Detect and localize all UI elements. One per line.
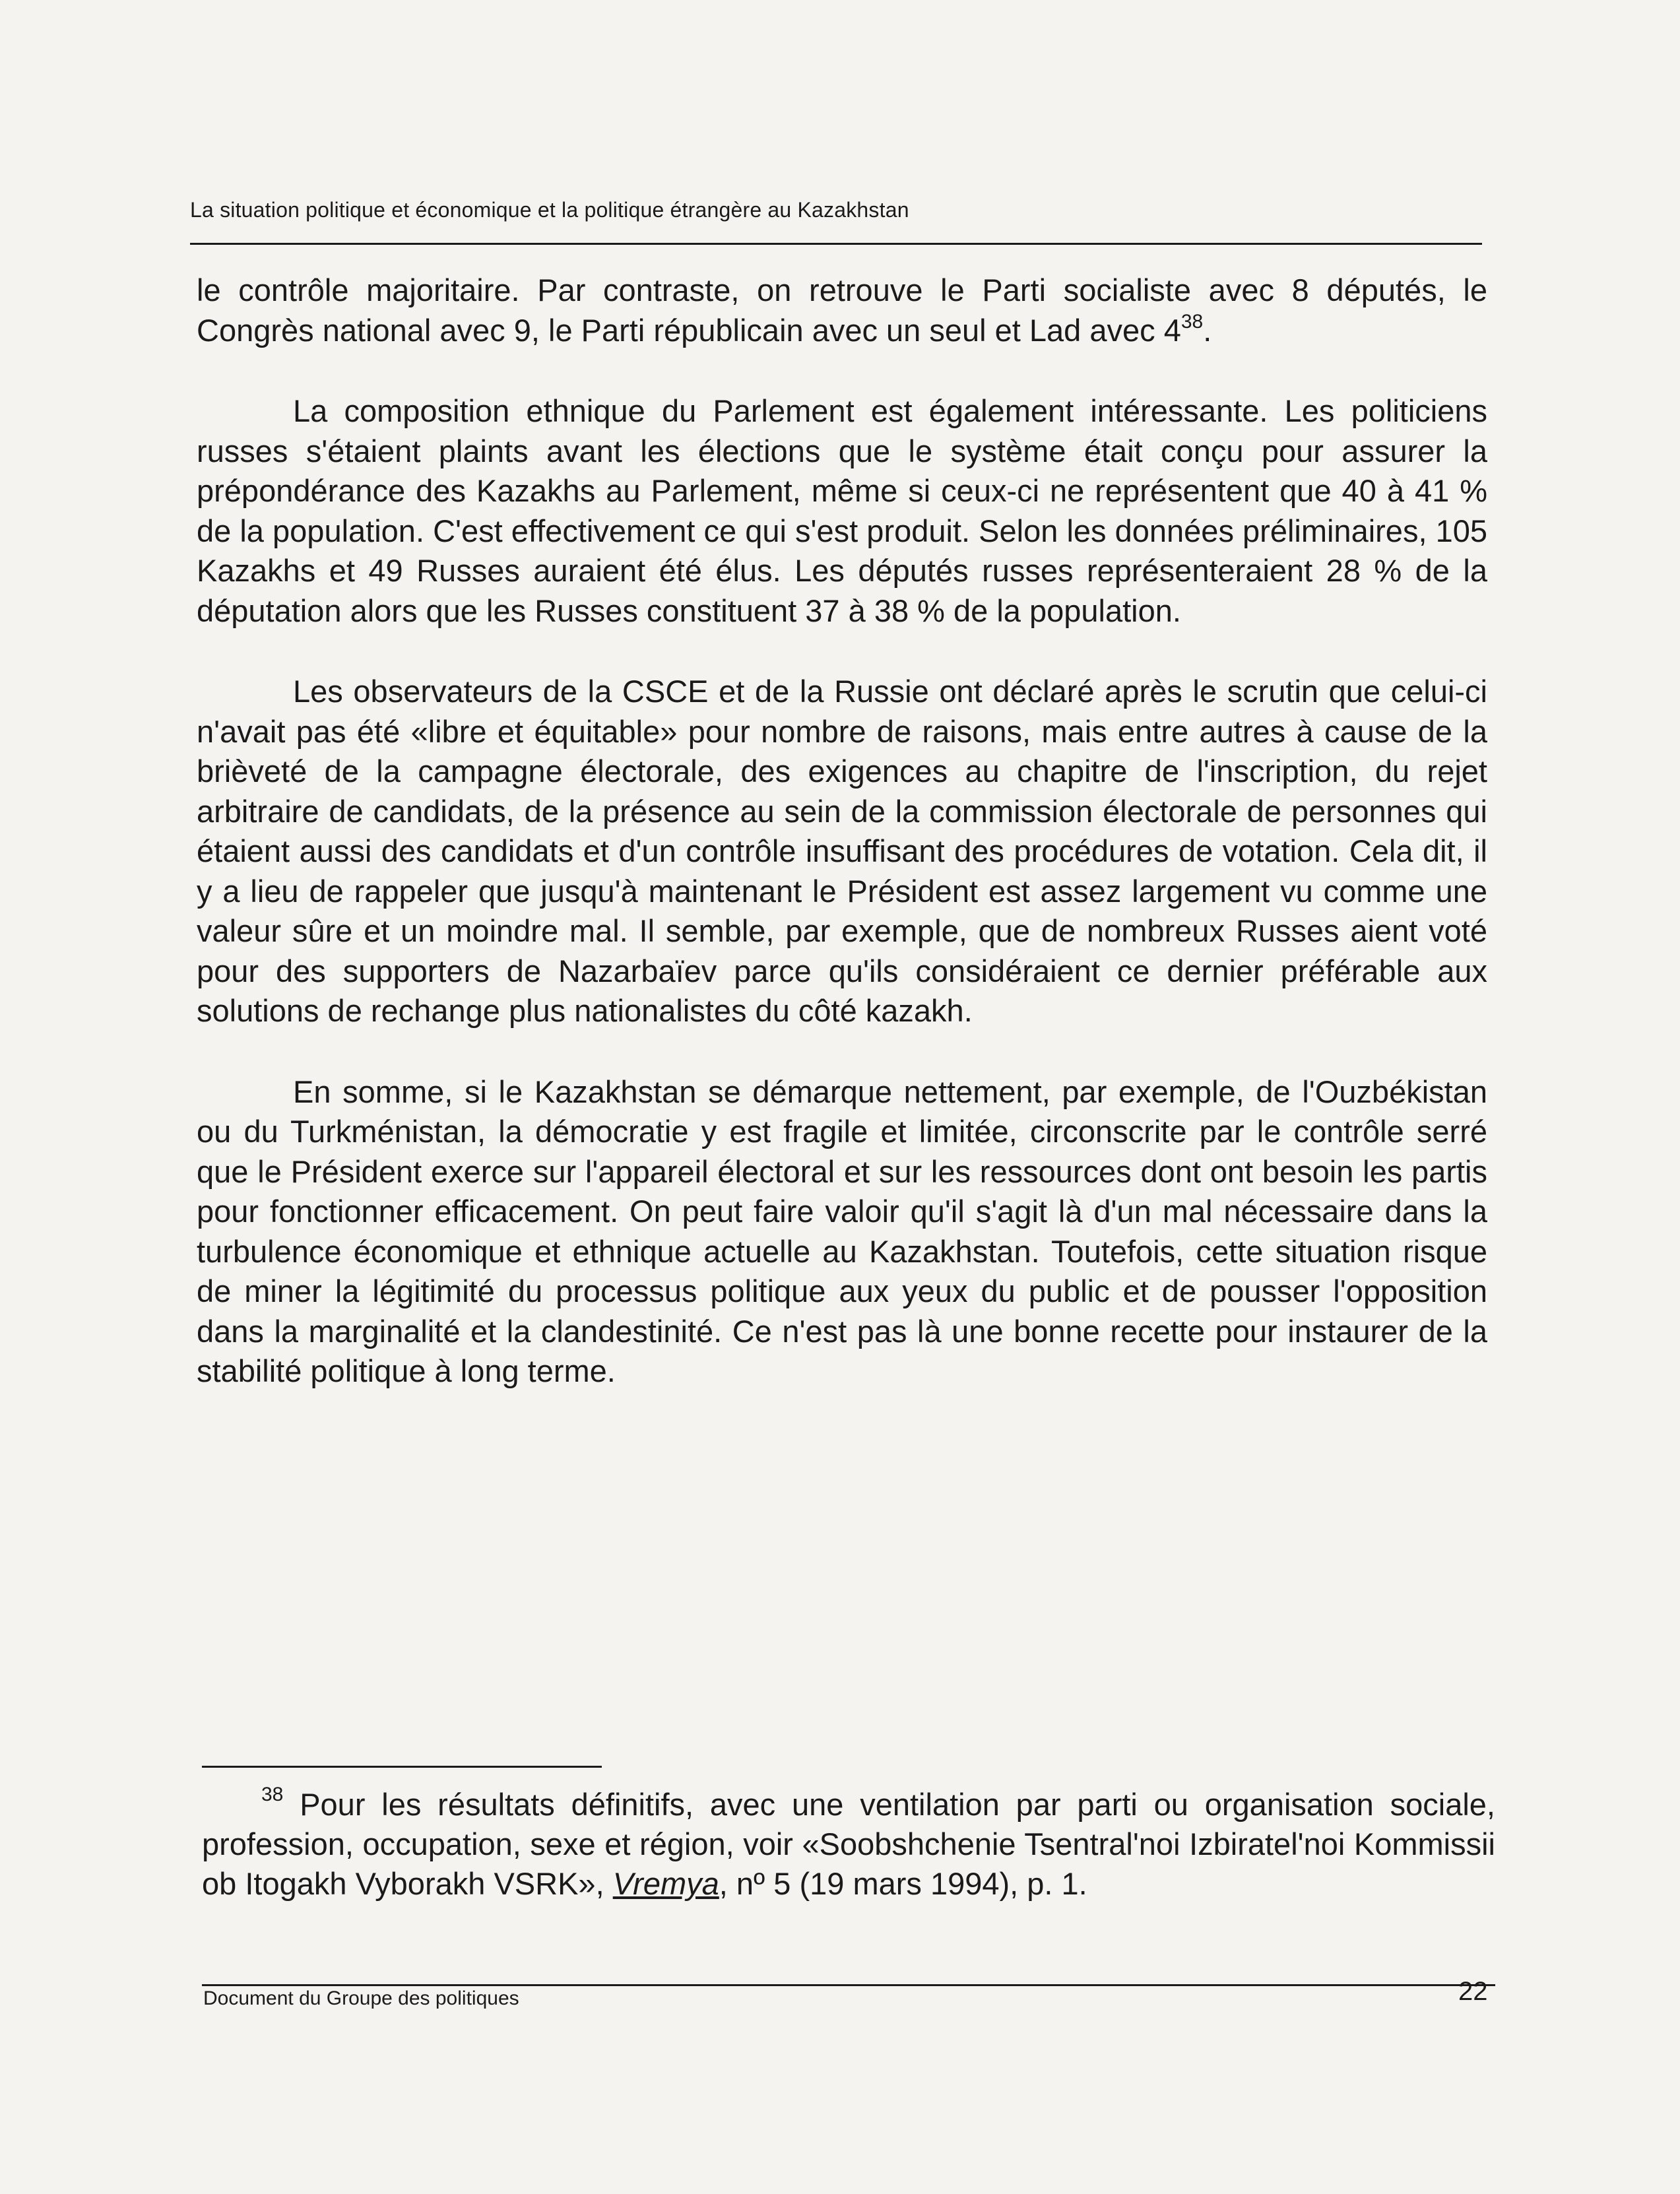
paragraph-1-end: . [1203,312,1212,348]
paragraph-3: Les observateurs de la CSCE et de la Russie ont déclaré après le scrutin que celui-ci n'avait pas été «libre et équitable» pour nombre de raisons, mais entre autres à cause de la brièveté de la campagne électorale, des exigences au chapitre de l'inscription, du rejet arbitraire de candidats, de la présence au sein de la commission électorale de personnes qui étaient aussi des candidats et d'un contrôle insuffisant des procédures de votation. Cela dit, il y a lieu de rappeler que jusqu'à maintenant le Président est assez largement vu comme une valeur sûre et un moindre mal. Il semble, par exemple, que de nombreux Russes aient voté pour des supporters de Nazarbaïev parce qu'ils considéraient ce dernier préférable aux solutions de rechange plus nationalistes du côté kazakh. [197,674,1487,1028]
footnote-ref-38[interactable]: 38 [1180,310,1204,333]
footnote-text-before: Pour les résultats définitifs, avec une ventilation par parti ou organisation sociale, profession, occupation, sexe et région, voir «Soobshchenie Tsentral'noi Izbiratel'noi Kommissii ob Itogakh Vyborakh VSRK», [202,1787,1495,1901]
header-rule [190,243,1482,245]
footnote-separator [202,1766,602,1768]
footnote-38 [202,1785,1495,1904]
footnote-text-after: , nº 5 (19 mars 1994), p. 1. [719,1866,1087,1901]
page-number: 22 [1458,1977,1488,2006]
footnote-journal-title: Vremya [612,1866,719,1901]
paragraph-2: La composition ethnique du Parlement est également intéressante. Les politiciens russes s'étaient plaints avant les élections que le système était conçu pour assurer la prépondérance des Kazakhs au Parlement, même si ceux-ci ne représentent que 40 à 41 % de la population. C'est effectivement ce qui s'est produit. Selon les données préliminaires, 105 Kazakhs et 49 Russes auraient été élus. Les députés russes représenteraient 28 % de la députation alors que les Russes constituent 37 à 38 % de la population. [197,393,1487,628]
paragraph-4: En somme, si le Kazakhstan se démarque nettement, par exemple, de l'Ouzbékistan ou du Turkménistan, la démocratie y est fragile et limitée, circonscrite par le contrôle serré que le Président exerce sur l'appareil électoral et sur les ressources dont ont besoin les partis pour fonctionner efficacement. On peut faire valoir qu'il s'agit là d'un mal nécessaire dans la turbulence économique et ethnique actuelle au Kazakhstan. Toutefois, cette situation risque de miner la légitimité du processus politique aux yeux du public et de pousser l'opposition dans la marginalité et la clandestinité. Ce n'est pas là une bonne recette pour instaurer de la stabilité politique à long terme. [197,1074,1487,1388]
footnote-number: 38 [261,1784,284,1805]
running-header: La situation politique et économique et la politique étrangère au Kazakhstan [190,198,909,222]
paragraph-1-text: le contrôle majoritaire. Par contraste, on retrouve le Parti socialiste avec 8 députés, le Congrès national avec 9, le Parti républicain avec un seul et Lad avec 4 [197,273,1487,348]
paragraph-1 [197,271,1487,350]
footer-label: Document du Groupe des politiques [203,1987,519,2009]
body-text [197,271,1487,1433]
footer-rule [202,1984,1495,1986]
